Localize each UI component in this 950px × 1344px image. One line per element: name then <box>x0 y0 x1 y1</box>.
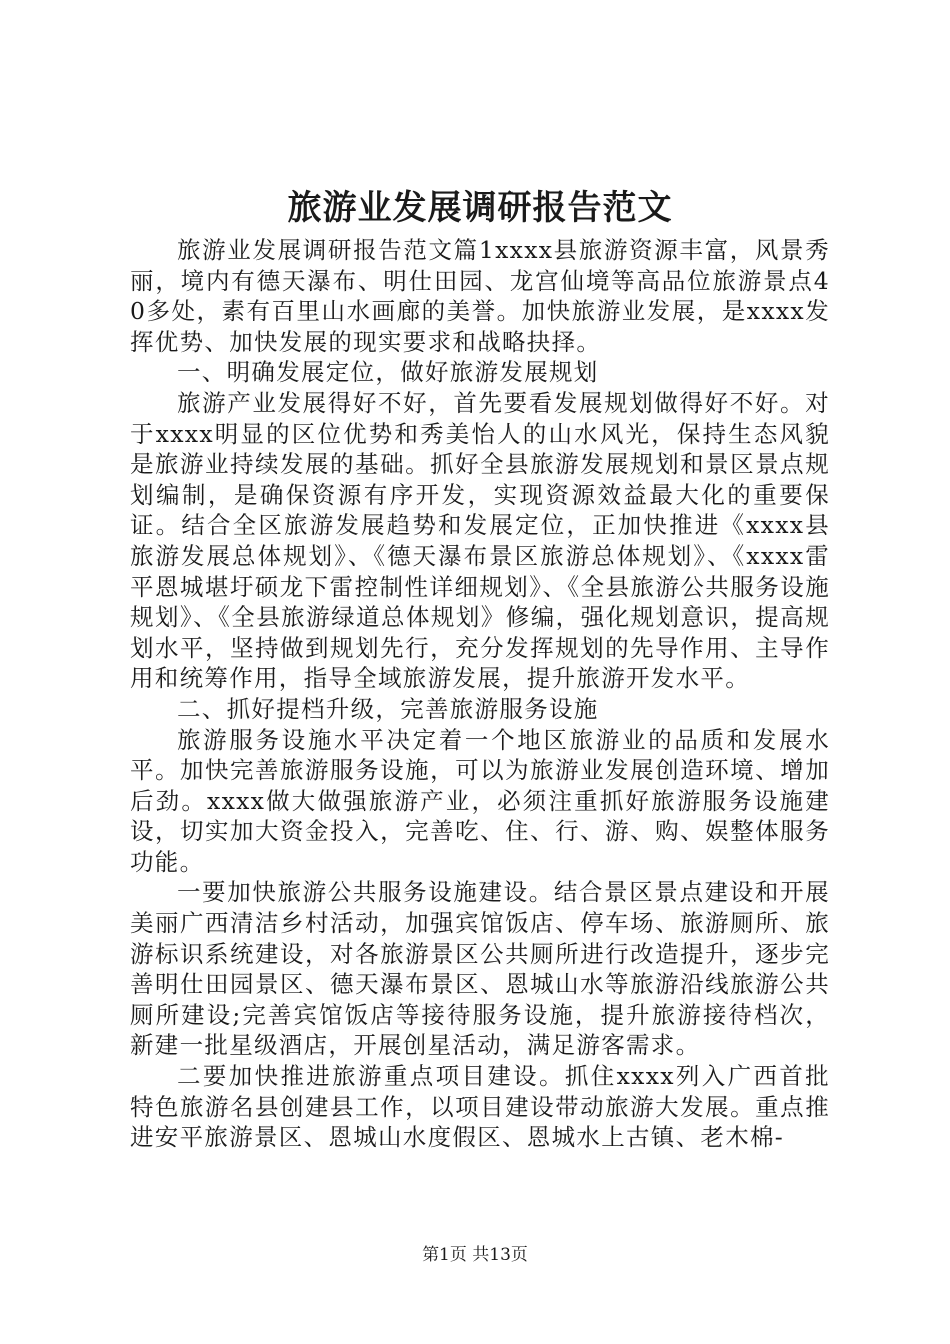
paragraph-planning: 旅游产业发展得好不好，首先要看发展规划做得好不好。对于xxxx明显的区位优势和秀美怡人的山水风光，保持生态风貌是旅游业持续发展的基础。抓好全县旅游发展规划和景区景点规划编制，是确保资源有序开发，实现资源效益最大化的重要保证。结合全区旅游发展趋势和发展定位，正加快推进《xxxx县旅游发展总体规划》、《德天瀑布景区旅游总体规划》、《xxxx雷平恩城堪圩硕龙下雷控制性详细规划》、《全县旅游公共服务设施规划》、《全县旅游绿道总体规划》修编，强化规划意识，提高规划水平，坚持做到规划先行，充分发挥规划的先导作用、主导作用和统筹作用，指导全域旅游发展，提升旅游开发水平。 <box>130 388 830 693</box>
paragraph-public-facilities: 一要加快旅游公共服务设施建设。结合景区景点建设和开展美丽广西清洁乡村活动，加强宾馆饭店、停车场、旅游厕所、旅游标识系统建设，对各旅游景区公共厕所进行改造提升，逐步完善明仕田园景区、德天瀑布景区、恩城山水等旅游沿线旅游公共厕所建设;完善宾馆饭店等接待服务设施，提升旅游接待档次，新建一批星级酒店，开展创星活动，满足游客需求。 <box>130 878 830 1060</box>
document-title: 旅游业发展调研报告范文 <box>287 188 673 228</box>
paragraph-key-projects: 二要加快推进旅游重点项目建设。抓住xxxx列入广西首批特色旅游名县创建县工作，以项目建设带动旅游大发展。重点推进安平旅游景区、恩城山水度假区、恩城水上古镇、老木棉- <box>130 1062 830 1152</box>
document-body <box>130 235 830 1153</box>
page-number-footer: 第1页 共13页 <box>422 1245 528 1265</box>
section-heading-2: 二、抓好提档升级，完善旅游服务设施 <box>177 694 599 723</box>
paragraph-service-facilities: 旅游服务设施水平决定着一个地区旅游业的品质和发展水平。加快完善旅游服务设施，可以为旅游业发展创造环境、增加后劲。xxxx做大做强旅游产业，必须注重抓好旅游服务设施建设，切实加大资金投入，完善吃、住、行、游、购、娱整体服务功能。 <box>130 725 830 876</box>
paragraph-intro: 旅游业发展调研报告范文篇1xxxx县旅游资源丰富，风景秀丽，境内有德天瀑布、明仕田园、龙宫仙境等高品位旅游景点40多处，素有百里山水画廊的美誉。加快旅游业发展，是xxxx发挥优势、加快发展的现实要求和战略抉择。 <box>130 236 830 356</box>
section-heading-1: 一、明确发展定位，做好旅游发展规划 <box>177 358 599 387</box>
